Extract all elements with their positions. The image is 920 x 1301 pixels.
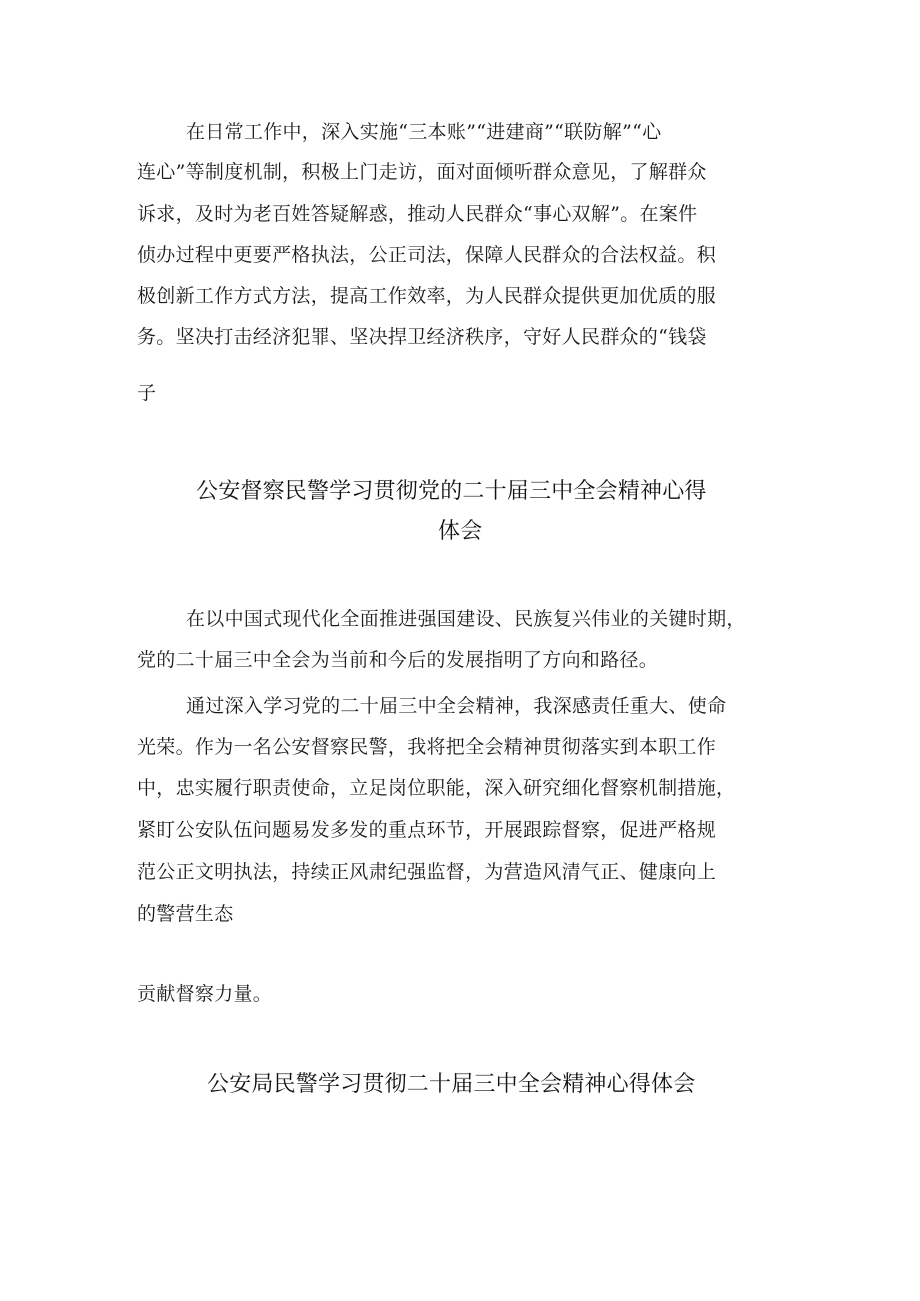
body-line: 通过深入学习党的二十届三中全会精神，我深感责任重大、使命: [186, 695, 727, 717]
article-title: 公安督察民警学习贯彻党的二十届三中全会精神心得: [196, 479, 707, 504]
article-title-continued: 体会: [438, 519, 483, 544]
body-line: 子: [137, 382, 157, 404]
body-line: 连心”等制度机制，积极上门走访，面对面倾听群众意见，了解群众: [137, 161, 707, 183]
body-line: 贡献督察力量。: [137, 983, 273, 1005]
body-line: 在日常工作中，深入实施“三本账”“进建商”“联防解”“心: [186, 121, 662, 143]
body-line: 的警营生态: [137, 903, 234, 925]
body-line: 紧盯公安队伍问题易发多发的重点环节，开展跟踪督察，促进严格规: [137, 819, 717, 841]
body-line: 侦办过程中更要严格执法，公正司法，保障人民群众的合法权益。积: [137, 244, 717, 266]
body-line: 在以中国式现代化全面推进强国建设、民族复兴伟业的关键时期，: [186, 608, 746, 630]
body-line: 党的二十届三中全会为当前和今后的发展指明了方向和路径。: [137, 649, 659, 671]
body-line: 极创新工作方式方法，提高工作效率，为人民群众提供更加优质的服: [137, 285, 717, 307]
body-line: 光荣。作为一名公安督察民警，我将把全会精神贯彻落实到本职工作: [137, 736, 717, 758]
article-title: 公安局民警学习贯彻二十届三中全会精神心得体会: [207, 1072, 696, 1097]
body-line: 范公正文明执法，持续正风肃纪强监督，为营造风清气正、健康向上: [137, 861, 717, 883]
body-line: 诉求，及时为老百姓答疑解惑，推动人民群众“事心双解”。在案件: [137, 203, 698, 225]
body-line: 中，忠实履行职责使命，立足岗位职能，深入研究细化督察机制措施，: [137, 777, 736, 799]
body-line: 务。坚决打击经济犯罪、坚决捍卫经济秩序，守好人民群众的“钱袋: [137, 326, 707, 348]
